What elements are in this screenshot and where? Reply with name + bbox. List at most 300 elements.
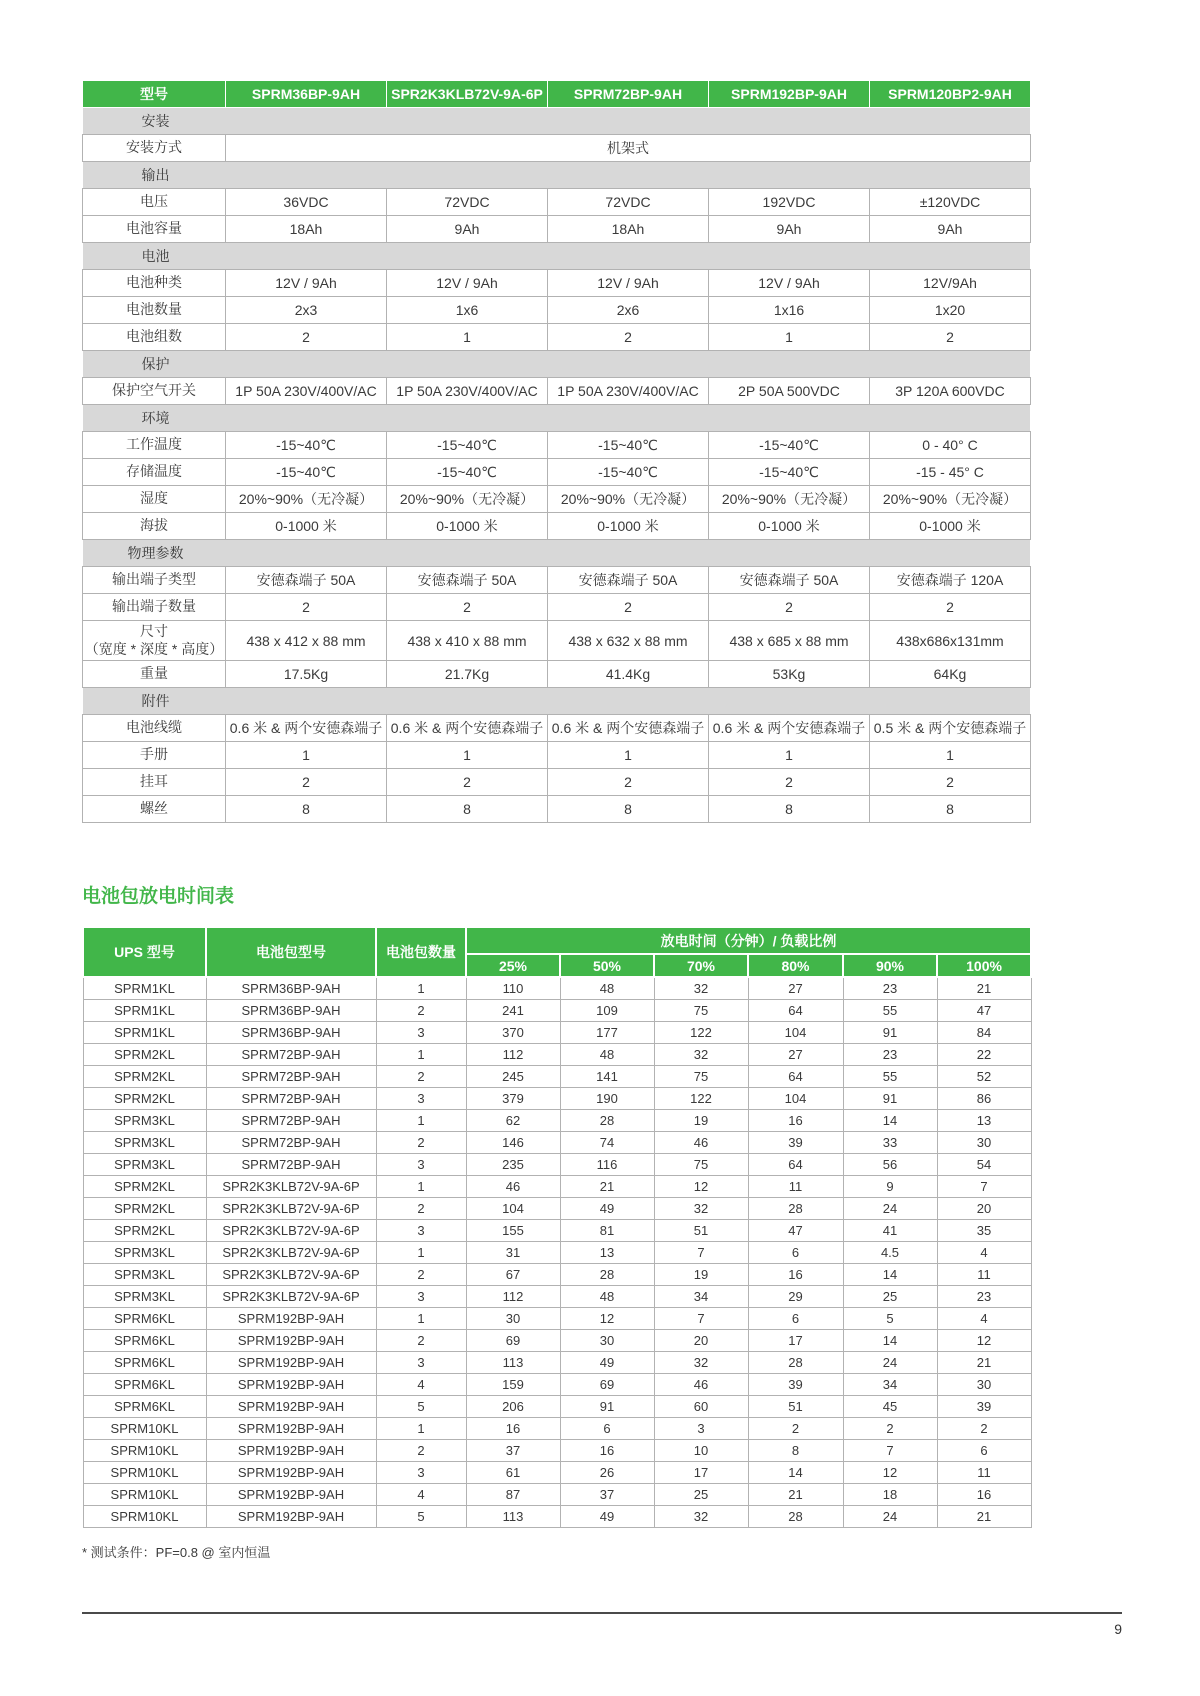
spec-value: 0.6 米 & 两个安德森端子 — [387, 715, 548, 742]
spec-row-label: 电池数量 — [83, 297, 226, 324]
discharge-row — [83, 1285, 1031, 1307]
time-100-cell: 22 — [937, 1043, 1031, 1065]
discharge-row — [83, 1351, 1031, 1373]
ups-model-cell: SPRM6KL — [83, 1307, 206, 1329]
time-25-cell: 31 — [466, 1241, 560, 1263]
pack-model-cell: SPRM36BP-9AH — [206, 999, 376, 1021]
pack-model-cell: SPR2K3KLB72V-9A-6P — [206, 1197, 376, 1219]
spec-row — [83, 486, 1031, 513]
time-70-cell: 20 — [654, 1329, 748, 1351]
time-50-cell: 16 — [560, 1439, 654, 1461]
discharge-row — [83, 1087, 1031, 1109]
spec-row-label: 尺寸 （宽度 * 深度 * 高度） — [83, 621, 226, 661]
time-100-cell: 2 — [937, 1417, 1031, 1439]
pack-model-cell: SPRM72BP-9AH — [206, 1087, 376, 1109]
pack-count-cell: 4 — [376, 1373, 466, 1395]
spec-col-header-4: SPRM192BP-9AH — [709, 81, 870, 108]
spec-row-label: 电压 — [83, 189, 226, 216]
ups-model-cell: SPRM10KL — [83, 1483, 206, 1505]
pack-model-cell: SPRM192BP-9AH — [206, 1329, 376, 1351]
ups-model-cell: SPRM2KL — [83, 1197, 206, 1219]
spec-value: 2 — [548, 594, 709, 621]
time-25-cell: 206 — [466, 1395, 560, 1417]
ups-model-cell: SPRM3KL — [83, 1131, 206, 1153]
time-90-cell: 14 — [843, 1263, 937, 1285]
spec-row — [83, 796, 1031, 823]
spec-value: 1x16 — [709, 297, 870, 324]
time-70-cell: 34 — [654, 1285, 748, 1307]
discharge-row — [83, 1263, 1031, 1285]
pack-model-cell: SPRM192BP-9AH — [206, 1373, 376, 1395]
spec-value: 41.4Kg — [548, 661, 709, 688]
time-90-cell: 23 — [843, 1043, 937, 1065]
spec-value: 12V / 9Ah — [226, 270, 387, 297]
time-25-cell: 112 — [466, 1285, 560, 1307]
spec-section-row — [83, 243, 1031, 270]
pack-count-cell: 2 — [376, 1329, 466, 1351]
discharge-row — [83, 1175, 1031, 1197]
pack-count-cell: 3 — [376, 1153, 466, 1175]
spec-value: 2 — [709, 594, 870, 621]
spec-value: 1 — [709, 742, 870, 769]
time-90-cell: 34 — [843, 1373, 937, 1395]
time-70-cell: 17 — [654, 1461, 748, 1483]
time-100-cell: 11 — [937, 1263, 1031, 1285]
spec-value: 安德森端子 120A — [870, 567, 1031, 594]
spec-value: 0-1000 米 — [548, 513, 709, 540]
ups-model-cell: SPRM2KL — [83, 1043, 206, 1065]
spec-row-label: 重量 — [83, 661, 226, 688]
spec-value: -15~40℃ — [709, 459, 870, 486]
spec-value: 72VDC — [548, 189, 709, 216]
spec-row-label: 电池容量 — [83, 216, 226, 243]
time-100-cell: 13 — [937, 1109, 1031, 1131]
spec-value: 17.5Kg — [226, 661, 387, 688]
pack-count-cell: 3 — [376, 1351, 466, 1373]
time-50-cell: 74 — [560, 1131, 654, 1153]
ups-model-cell: SPRM1KL — [83, 977, 206, 999]
time-100-cell: 4 — [937, 1307, 1031, 1329]
pack-model-cell: SPRM72BP-9AH — [206, 1153, 376, 1175]
time-90-cell: 4.5 — [843, 1241, 937, 1263]
discharge-col-load-70: 70% — [654, 954, 748, 977]
pack-count-cell: 2 — [376, 999, 466, 1021]
time-50-cell: 48 — [560, 1285, 654, 1307]
spec-section-row — [83, 351, 1031, 378]
spec-row-label: 手册 — [83, 742, 226, 769]
ups-model-cell: SPRM3KL — [83, 1153, 206, 1175]
time-70-cell: 60 — [654, 1395, 748, 1417]
spec-value: 12V / 9Ah — [548, 270, 709, 297]
spec-value: -15~40℃ — [709, 432, 870, 459]
spec-section-label-text: 物理参数 — [127, 545, 184, 561]
time-25-cell: 30 — [466, 1307, 560, 1329]
time-80-cell: 28 — [748, 1197, 843, 1219]
footer-divider — [82, 1612, 1122, 1614]
spec-section-label — [83, 540, 1031, 567]
time-70-cell: 75 — [654, 999, 748, 1021]
spec-row — [83, 742, 1031, 769]
spec-value: 1x20 — [870, 297, 1031, 324]
spec-section-row — [83, 162, 1031, 189]
time-25-cell: 112 — [466, 1043, 560, 1065]
pack-model-cell: SPRM192BP-9AH — [206, 1417, 376, 1439]
time-50-cell: 69 — [560, 1373, 654, 1395]
spec-value: 1 — [709, 324, 870, 351]
spec-row-label: 电池种类 — [83, 270, 226, 297]
ups-model-cell: SPRM3KL — [83, 1109, 206, 1131]
discharge-row — [83, 1197, 1031, 1219]
time-70-cell: 32 — [654, 1351, 748, 1373]
spec-row — [83, 135, 1031, 162]
pack-model-cell: SPRM72BP-9AH — [206, 1131, 376, 1153]
time-50-cell: 6 — [560, 1417, 654, 1439]
spec-row — [83, 769, 1031, 796]
time-90-cell: 45 — [843, 1395, 937, 1417]
time-90-cell: 14 — [843, 1109, 937, 1131]
time-80-cell: 28 — [748, 1505, 843, 1527]
ups-model-cell: SPRM10KL — [83, 1417, 206, 1439]
discharge-col-load-80: 80% — [748, 954, 843, 977]
time-50-cell: 91 — [560, 1395, 654, 1417]
time-25-cell: 245 — [466, 1065, 560, 1087]
time-70-cell: 7 — [654, 1307, 748, 1329]
spec-value: 438 x 410 x 88 mm — [387, 621, 548, 661]
time-70-cell: 3 — [654, 1417, 748, 1439]
time-25-cell: 110 — [466, 977, 560, 999]
spec-value: -15~40℃ — [226, 459, 387, 486]
pack-count-cell: 1 — [376, 1241, 466, 1263]
time-80-cell: 17 — [748, 1329, 843, 1351]
spec-section-label — [83, 243, 1031, 270]
time-50-cell: 141 — [560, 1065, 654, 1087]
spec-row — [83, 270, 1031, 297]
spec-value: 1P 50A 230V/400V/AC — [226, 378, 387, 405]
time-25-cell: 46 — [466, 1175, 560, 1197]
spec-row-label: 存储温度 — [83, 459, 226, 486]
time-50-cell: 28 — [560, 1263, 654, 1285]
time-50-cell: 48 — [560, 1043, 654, 1065]
spec-col-header-1: SPRM36BP-9AH — [226, 81, 387, 108]
spec-value: 8 — [709, 796, 870, 823]
spec-value: 20%~90%（无冷凝） — [387, 486, 548, 513]
spec-section-label-text: 输出 — [141, 167, 170, 183]
time-70-cell: 46 — [654, 1373, 748, 1395]
ups-model-cell: SPRM1KL — [83, 1021, 206, 1043]
pack-model-cell: SPRM192BP-9AH — [206, 1461, 376, 1483]
time-100-cell: 20 — [937, 1197, 1031, 1219]
discharge-row — [83, 1307, 1031, 1329]
spec-value: 53Kg — [709, 661, 870, 688]
time-70-cell: 12 — [654, 1175, 748, 1197]
spec-row-label: 保护空气开关 — [83, 378, 226, 405]
time-100-cell: 30 — [937, 1373, 1031, 1395]
pack-model-cell: SPRM72BP-9AH — [206, 1043, 376, 1065]
spec-section-row — [83, 540, 1031, 567]
spec-value: 0.6 米 & 两个安德森端子 — [709, 715, 870, 742]
time-100-cell: 16 — [937, 1483, 1031, 1505]
spec-value: 18Ah — [548, 216, 709, 243]
spec-value: 9Ah — [870, 216, 1031, 243]
ups-model-cell: SPRM2KL — [83, 1219, 206, 1241]
time-100-cell: 39 — [937, 1395, 1031, 1417]
time-80-cell: 39 — [748, 1373, 843, 1395]
spec-value: 2 — [709, 769, 870, 796]
ups-model-cell: SPRM2KL — [83, 1065, 206, 1087]
discharge-row — [83, 1153, 1031, 1175]
time-70-cell: 32 — [654, 1505, 748, 1527]
discharge-header-row-1 — [83, 927, 1031, 954]
discharge-table — [82, 926, 1032, 1528]
pack-model-cell: SPRM192BP-9AH — [206, 1307, 376, 1329]
time-50-cell: 116 — [560, 1153, 654, 1175]
discharge-row — [83, 1395, 1031, 1417]
time-90-cell: 91 — [843, 1021, 937, 1043]
pack-model-cell: SPR2K3KLB72V-9A-6P — [206, 1175, 376, 1197]
time-25-cell: 155 — [466, 1219, 560, 1241]
discharge-col-pack-model: 电池包型号 — [206, 927, 376, 977]
time-50-cell: 21 — [560, 1175, 654, 1197]
spec-value: 1 — [548, 742, 709, 769]
time-25-cell: 62 — [466, 1109, 560, 1131]
spec-value: -15~40℃ — [387, 459, 548, 486]
discharge-col-group-header: 放电时间（分钟）/ 负载比例 — [466, 927, 1031, 954]
time-100-cell: 21 — [937, 1505, 1031, 1527]
time-80-cell: 2 — [748, 1417, 843, 1439]
spec-row — [83, 567, 1031, 594]
spec-value: -15~40℃ — [548, 432, 709, 459]
time-50-cell: 12 — [560, 1307, 654, 1329]
spec-value: 12V / 9Ah — [709, 270, 870, 297]
pack-model-cell: SPRM192BP-9AH — [206, 1505, 376, 1527]
time-50-cell: 26 — [560, 1461, 654, 1483]
spec-value: 9Ah — [709, 216, 870, 243]
page-number: 9 — [1114, 1621, 1122, 1637]
discharge-row — [83, 1241, 1031, 1263]
time-25-cell: 159 — [466, 1373, 560, 1395]
pack-count-cell: 1 — [376, 1417, 466, 1439]
spec-row — [83, 621, 1031, 661]
ups-model-cell: SPRM6KL — [83, 1351, 206, 1373]
time-25-cell: 16 — [466, 1417, 560, 1439]
time-50-cell: 13 — [560, 1241, 654, 1263]
time-25-cell: 69 — [466, 1329, 560, 1351]
spec-value: 安德森端子 50A — [226, 567, 387, 594]
spec-value: 2x3 — [226, 297, 387, 324]
time-80-cell: 6 — [748, 1241, 843, 1263]
spec-value: 0-1000 米 — [870, 513, 1031, 540]
time-50-cell: 28 — [560, 1109, 654, 1131]
spec-section-label-text: 环境 — [141, 410, 170, 426]
discharge-table-title: 电池包放电时间表 — [82, 886, 235, 907]
spec-col-header-2: SPR2K3KLB72V-9A-6P — [387, 81, 548, 108]
spec-col-header-model: 型号 — [83, 81, 226, 108]
time-70-cell: 75 — [654, 1153, 748, 1175]
spec-section-label — [83, 162, 1031, 189]
time-25-cell: 37 — [466, 1439, 560, 1461]
pack-model-cell: SPR2K3KLB72V-9A-6P — [206, 1263, 376, 1285]
spec-row-label: 输出端子数量 — [83, 594, 226, 621]
time-50-cell: 49 — [560, 1197, 654, 1219]
spec-value: 12V / 9Ah — [387, 270, 548, 297]
time-90-cell: 55 — [843, 1065, 937, 1087]
spec-value: 2 — [387, 594, 548, 621]
time-25-cell: 113 — [466, 1505, 560, 1527]
spec-row-label: 湿度 — [83, 486, 226, 513]
pack-model-cell: SPRM36BP-9AH — [206, 1021, 376, 1043]
spec-value: 2 — [387, 769, 548, 796]
spec-value: 0 - 40° C — [870, 432, 1031, 459]
pack-count-cell: 2 — [376, 1131, 466, 1153]
time-80-cell: 8 — [748, 1439, 843, 1461]
discharge-col-ups-model: UPS 型号 — [83, 927, 206, 977]
discharge-row — [83, 1483, 1031, 1505]
ups-model-cell: SPRM2KL — [83, 1175, 206, 1197]
discharge-row — [83, 1109, 1031, 1131]
spec-value: 64Kg — [870, 661, 1031, 688]
spec-value: 36VDC — [226, 189, 387, 216]
time-50-cell: 48 — [560, 977, 654, 999]
spec-row — [83, 432, 1031, 459]
discharge-row — [83, 999, 1031, 1021]
spec-section-label-text: 保护 — [141, 356, 170, 372]
time-80-cell: 11 — [748, 1175, 843, 1197]
spec-table — [82, 80, 1031, 823]
time-70-cell: 10 — [654, 1439, 748, 1461]
spec-value: 0.6 米 & 两个安德森端子 — [548, 715, 709, 742]
spec-section-label — [83, 405, 1031, 432]
pack-count-cell: 3 — [376, 1021, 466, 1043]
discharge-row — [83, 977, 1031, 999]
spec-section-label — [83, 108, 1031, 135]
spec-value: 192VDC — [709, 189, 870, 216]
time-50-cell: 177 — [560, 1021, 654, 1043]
discharge-row — [83, 1021, 1031, 1043]
time-90-cell: 12 — [843, 1461, 937, 1483]
spec-value: 机架式 — [226, 135, 1031, 162]
time-90-cell: 23 — [843, 977, 937, 999]
spec-value: 20%~90%（无冷凝） — [226, 486, 387, 513]
spec-row — [83, 513, 1031, 540]
spec-value: 安德森端子 50A — [709, 567, 870, 594]
time-90-cell: 24 — [843, 1197, 937, 1219]
spec-value: -15~40℃ — [226, 432, 387, 459]
pack-count-cell: 1 — [376, 1175, 466, 1197]
time-80-cell: 29 — [748, 1285, 843, 1307]
time-70-cell: 51 — [654, 1219, 748, 1241]
time-25-cell: 241 — [466, 999, 560, 1021]
spec-value: 1 — [226, 742, 387, 769]
spec-value: 2P 50A 500VDC — [709, 378, 870, 405]
discharge-row — [83, 1505, 1031, 1527]
pack-model-cell: SPR2K3KLB72V-9A-6P — [206, 1241, 376, 1263]
ups-model-cell: SPRM6KL — [83, 1373, 206, 1395]
time-50-cell: 49 — [560, 1351, 654, 1373]
time-100-cell: 86 — [937, 1087, 1031, 1109]
spec-value: 0-1000 米 — [226, 513, 387, 540]
time-80-cell: 21 — [748, 1483, 843, 1505]
spec-value: ±120VDC — [870, 189, 1031, 216]
discharge-row — [83, 1439, 1031, 1461]
time-90-cell: 91 — [843, 1087, 937, 1109]
pack-count-cell: 2 — [376, 1263, 466, 1285]
spec-value: 2 — [226, 769, 387, 796]
spec-row — [83, 189, 1031, 216]
time-80-cell: 47 — [748, 1219, 843, 1241]
time-90-cell: 7 — [843, 1439, 937, 1461]
spec-row-label: 安装方式 — [83, 135, 226, 162]
spec-value: 2 — [548, 324, 709, 351]
spec-value: 9Ah — [387, 216, 548, 243]
time-90-cell: 5 — [843, 1307, 937, 1329]
time-100-cell: 23 — [937, 1285, 1031, 1307]
spec-row — [83, 459, 1031, 486]
spec-row-label: 挂耳 — [83, 769, 226, 796]
time-25-cell: 61 — [466, 1461, 560, 1483]
spec-value: 1x6 — [387, 297, 548, 324]
time-70-cell: 122 — [654, 1021, 748, 1043]
spec-value: -15~40℃ — [548, 459, 709, 486]
spec-value: 438 x 685 x 88 mm — [709, 621, 870, 661]
pack-model-cell: SPR2K3KLB72V-9A-6P — [206, 1285, 376, 1307]
time-100-cell: 6 — [937, 1439, 1031, 1461]
spec-row-label: 输出端子类型 — [83, 567, 226, 594]
time-70-cell: 19 — [654, 1263, 748, 1285]
spec-value: 20%~90%（无冷凝） — [709, 486, 870, 513]
spec-value: 8 — [387, 796, 548, 823]
time-50-cell: 109 — [560, 999, 654, 1021]
time-25-cell: 370 — [466, 1021, 560, 1043]
time-90-cell: 9 — [843, 1175, 937, 1197]
pack-count-cell: 2 — [376, 1439, 466, 1461]
pack-model-cell: SPRM192BP-9AH — [206, 1483, 376, 1505]
time-90-cell: 33 — [843, 1131, 937, 1153]
spec-value: 0.6 米 & 两个安德森端子 — [226, 715, 387, 742]
spec-value: 21.7Kg — [387, 661, 548, 688]
time-70-cell: 122 — [654, 1087, 748, 1109]
time-90-cell: 25 — [843, 1285, 937, 1307]
time-100-cell: 47 — [937, 999, 1031, 1021]
discharge-row — [83, 1043, 1031, 1065]
spec-value: 0.5 米 & 两个安德森端子 — [870, 715, 1031, 742]
spec-value: 438x686x131mm — [870, 621, 1031, 661]
spec-value: 438 x 632 x 88 mm — [548, 621, 709, 661]
pack-count-cell: 2 — [376, 1197, 466, 1219]
spec-value: 2 — [870, 324, 1031, 351]
time-100-cell: 12 — [937, 1329, 1031, 1351]
pack-count-cell: 5 — [376, 1395, 466, 1417]
time-90-cell: 41 — [843, 1219, 937, 1241]
spec-value: 8 — [226, 796, 387, 823]
spec-row-label: 螺丝 — [83, 796, 226, 823]
spec-row-label: 电池线缆 — [83, 715, 226, 742]
pack-count-cell: 3 — [376, 1285, 466, 1307]
time-80-cell: 14 — [748, 1461, 843, 1483]
time-100-cell: 11 — [937, 1461, 1031, 1483]
time-80-cell: 16 — [748, 1109, 843, 1131]
time-70-cell: 25 — [654, 1483, 748, 1505]
time-80-cell: 64 — [748, 1065, 843, 1087]
spec-value: 2 — [870, 769, 1031, 796]
time-90-cell: 2 — [843, 1417, 937, 1439]
pack-count-cell: 1 — [376, 1109, 466, 1131]
spec-row — [83, 715, 1031, 742]
spec-section-row — [83, 405, 1031, 432]
pack-count-cell: 2 — [376, 1065, 466, 1087]
time-70-cell: 7 — [654, 1241, 748, 1263]
spec-value: 2 — [870, 594, 1031, 621]
time-80-cell: 28 — [748, 1351, 843, 1373]
